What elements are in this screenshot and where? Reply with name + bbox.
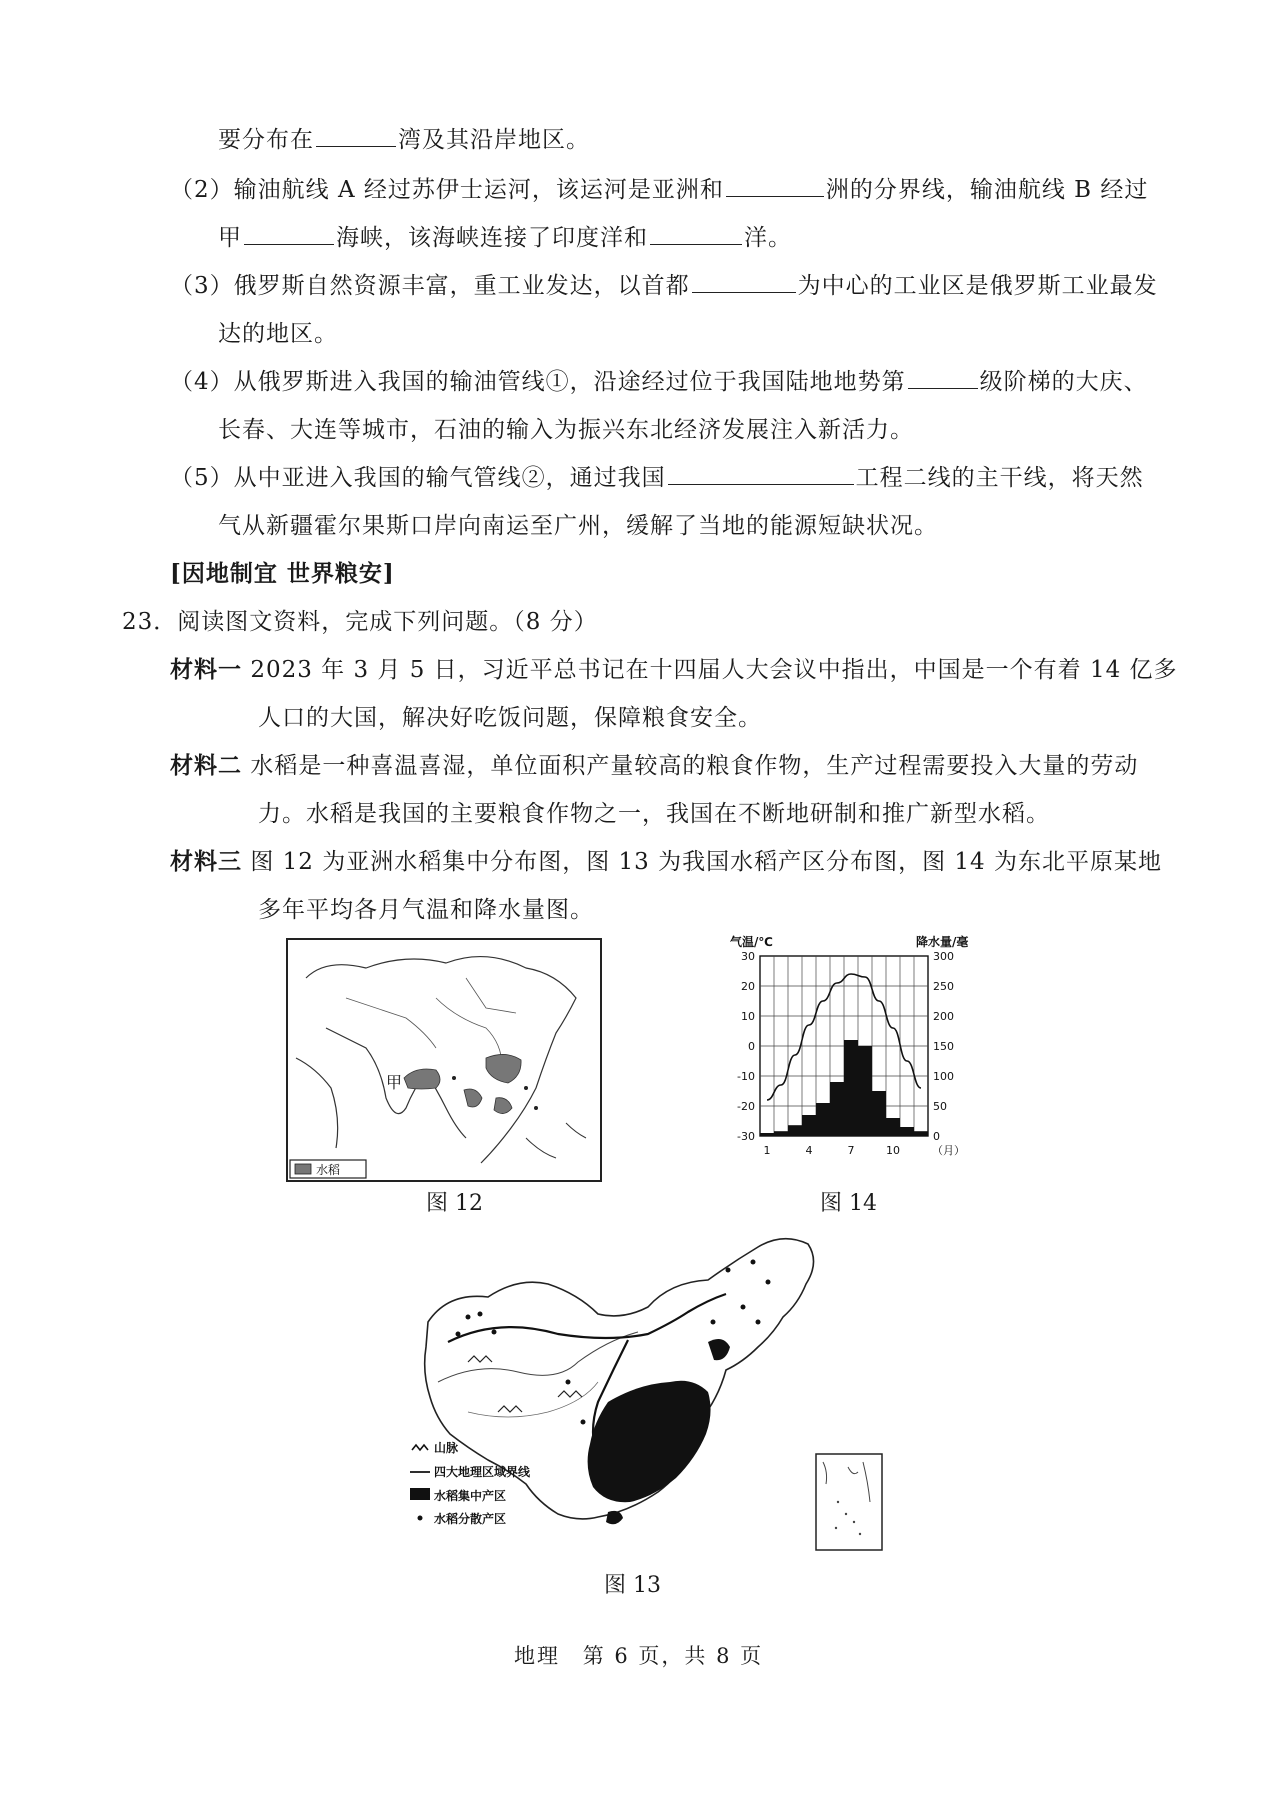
- material-2-line2: 力。水稻是我国的主要粮食作物之一，我国在不断地研制和推广新型水稻。: [258, 801, 1050, 827]
- material-label: 材料一: [170, 656, 242, 683]
- precip-bar: [900, 1127, 914, 1136]
- answer-blank[interactable]: [908, 366, 978, 389]
- temp-tick-label: 10: [741, 1010, 755, 1023]
- answer-blank[interactable]: [316, 124, 396, 147]
- month-tick-label: 1: [763, 1144, 771, 1157]
- answer-blank[interactable]: [692, 270, 796, 293]
- q22-p3-line2: 达的地区。: [218, 321, 338, 347]
- month-tick-label: 4: [805, 1144, 813, 1157]
- precip-bar: [872, 1091, 886, 1136]
- material-3: 材料三 图 12 为亚洲水稻集中分布图，图 13 为我国水稻产区分布图，图 14 为东北平原某地: [170, 848, 1162, 875]
- q22-p5-line2: 气从新疆霍尔果斯口岸向南运至广州，缓解了当地的能源短缺状况。: [218, 513, 938, 539]
- precip-bar: [788, 1125, 802, 1136]
- legend-rice-scattered: 水稻分散产区: [434, 1512, 507, 1526]
- answer-blank[interactable]: [650, 222, 742, 245]
- answer-blank[interactable]: [668, 462, 854, 485]
- precip-bar: [816, 1103, 830, 1136]
- precip-bar: [858, 1046, 872, 1136]
- q22-p4-line1: （4）从俄罗斯进入我国的输油管线①，沿途经过位于我国陆地地势第 级阶梯的大庆、: [170, 366, 1148, 398]
- precip-bar: [774, 1131, 788, 1136]
- precip-tick-label: 300: [933, 950, 954, 963]
- material-3-line2: 多年平均各月气温和降水量图。: [258, 897, 594, 923]
- month-tick-label: 10: [886, 1144, 900, 1157]
- material-1: 材料一 2023 年 3 月 5 日，习近平总书记在十四届人大会议中指出，中国是一个有着 14 亿多: [170, 656, 1178, 683]
- temp-tick-label: 0: [748, 1040, 755, 1053]
- fig12-legend-label: 水稻: [316, 1163, 341, 1177]
- x-unit-label: （月）: [932, 1144, 965, 1157]
- legend-mountain: 山脉: [434, 1441, 459, 1455]
- precip-axis-title: 降水量/毫: [916, 935, 969, 949]
- temp-tick-label: 20: [741, 980, 755, 993]
- precip-bar: [886, 1118, 900, 1136]
- precip-tick-label: 50: [933, 1100, 947, 1113]
- precip-bar: [844, 1040, 858, 1136]
- material-1-line2: 人口的大国，解决好吃饭问题，保障粮食安全。: [258, 705, 762, 731]
- page-footer: [514, 1640, 763, 1670]
- fig14-climate-chart: [720, 930, 984, 1186]
- q22-p2-line2: 甲 海峡，该海峡连接了印度洋和 洋。: [218, 222, 792, 254]
- section-title: [因地制宜 世界粮安]: [170, 560, 395, 587]
- precip-bar: [914, 1131, 928, 1136]
- fig12-asia-rice-map: [286, 938, 602, 1182]
- temp-tick-label: -10: [737, 1070, 755, 1083]
- footer-subject: 地理: [514, 1644, 560, 1668]
- precip-tick-label: 150: [933, 1040, 954, 1053]
- rice-area-icon: [410, 1488, 430, 1500]
- material-label: 材料二: [170, 752, 242, 779]
- fig14-caption: 图 14: [820, 1191, 877, 1216]
- precip-tick-label: 0: [933, 1130, 940, 1143]
- precip-bar: [830, 1082, 844, 1136]
- mountain-icon: [412, 1445, 428, 1450]
- q23-stem: 23．阅读图文资料，完成下列问题。（8 分）: [122, 609, 598, 635]
- legend-boundary: 四大地理区域界线: [434, 1465, 531, 1479]
- precip-tick-label: 100: [933, 1070, 954, 1083]
- material-2: 材料二 水稻是一种喜温喜湿，单位面积产量较高的粮食作物，生产过程需要投入大量的劳动: [170, 752, 1139, 779]
- material-label: 材料三: [170, 848, 242, 875]
- answer-blank[interactable]: [726, 174, 824, 197]
- fig12-caption: 图 12: [426, 1191, 483, 1216]
- month-tick-label: 7: [847, 1144, 855, 1157]
- fig13-china-rice-map: [408, 1222, 888, 1558]
- temp-tick-label: -30: [737, 1130, 755, 1143]
- q22-p4-line2: 长春、大连等城市，石油的输入为振兴东北经济发展注入新活力。: [218, 417, 914, 443]
- q22-p2-line1: （2）输油航线 A 经过苏伊士运河，该运河是亚洲和 洲的分界线，输油航线 B 经过: [170, 174, 1148, 206]
- precip-bar: [760, 1133, 774, 1136]
- q22-p3-line1: （3）俄罗斯自然资源丰富，重工业发达，以首都 为中心的工业区是俄罗斯工业最发: [170, 270, 1158, 302]
- temp-tick-label: -20: [737, 1100, 755, 1113]
- answer-blank[interactable]: [244, 222, 334, 245]
- legend-rice-concentrated: 水稻集中产区: [434, 1489, 507, 1503]
- dot-icon: [418, 1516, 423, 1521]
- q22-p5-line1: （5）从中亚进入我国的输气管线②，通过我国 工程二线的主干线，将天然: [170, 462, 1144, 494]
- marker-jia: 甲: [386, 1073, 403, 1092]
- precip-tick-label: 200: [933, 1010, 954, 1023]
- q22-p1-cont: 要分布在 湾及其沿岸地区。: [218, 124, 590, 156]
- temp-axis-title: 气温/℃: [730, 935, 773, 949]
- precip-tick-label: 250: [933, 980, 954, 993]
- precip-bar: [802, 1115, 816, 1136]
- footer-page: 第 6 页，共 8 页: [582, 1644, 764, 1668]
- fig13-caption: 图 13: [604, 1573, 661, 1598]
- temp-tick-label: 30: [741, 950, 755, 963]
